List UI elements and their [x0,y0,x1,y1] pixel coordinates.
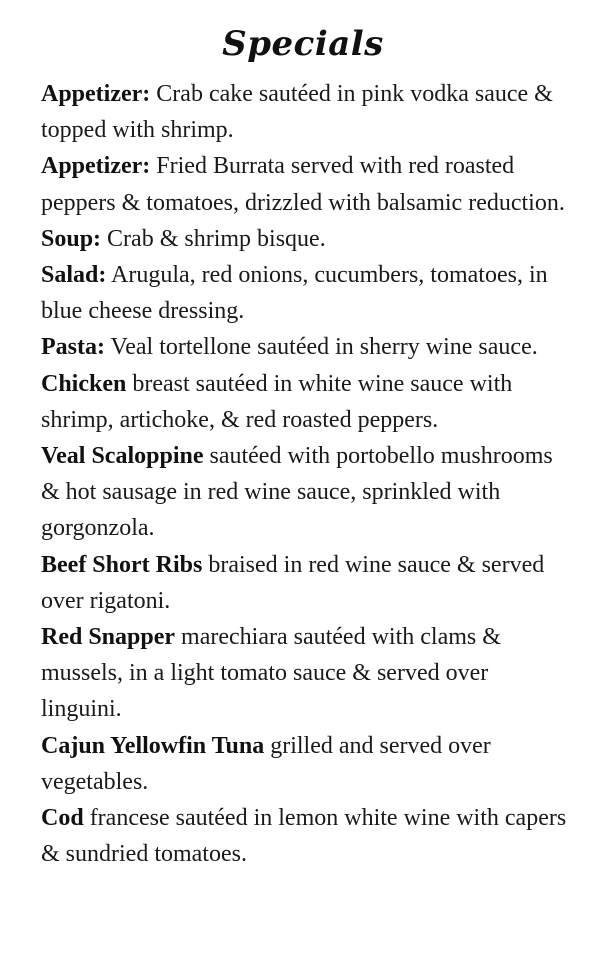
list-item [41,366,571,438]
item-lead: Salad: [41,262,107,289]
item-lead: Appetizer: [41,153,151,180]
list-item [41,148,571,220]
item-description: Fried Burrata served with red roasted peppers & tomatoes, drizzled with balsamic reduction. [41,153,565,216]
list-item [41,547,571,619]
item-description: Crab cake sautéed in pink vodka sauce & topped with shrimp. [41,81,553,144]
item-lead: Red Snapper [41,624,176,651]
list-item [41,800,571,872]
list-item [41,221,571,257]
item-lead: Veal Scaloppine [41,443,204,470]
item-description: sautéed with portobello mushrooms & hot sausage in red wine sauce, sprinkled with gorgonzola. [41,443,553,542]
item-description: Arugula, red onions, cucumbers, tomatoes, in blue cheese dressing. [41,262,548,325]
page-title: Specials [222,24,384,64]
item-description: Veal tortellone sautéed in sherry wine sauce. [104,334,538,361]
list-item [41,329,571,365]
item-lead: Beef Short Ribs [41,551,203,578]
item-lead: Chicken [41,370,127,397]
list-item [41,728,571,800]
item-lead: Pasta: [41,334,105,361]
item-lead: Appetizer: [41,81,151,107]
item-description: braised in red wine sauce & served over rigatoni. [41,551,545,614]
item-lead: Cod [41,805,84,832]
item-description: marechiara sautéed with clams & mussels, in a light tomato sauce & served over linguini. [41,624,501,723]
list-item [41,438,571,547]
item-lead: Soup: [41,225,102,252]
list-item [41,257,571,329]
item-description: breast sautéed in white wine sauce with shrimp, artichoke, & red roasted peppers. [41,370,513,433]
item-description: grilled and served over vegetables. [41,732,491,795]
item-description: Crab & shrimp bisque. [101,225,326,252]
item-description: francese sautéed in lemon white wine with capers & sundried tomatoes. [41,805,567,868]
item-lead: Cajun Yellowfin Tuna [41,732,265,759]
list-item [41,619,571,728]
list-item [41,76,571,148]
specials-list [41,76,571,872]
